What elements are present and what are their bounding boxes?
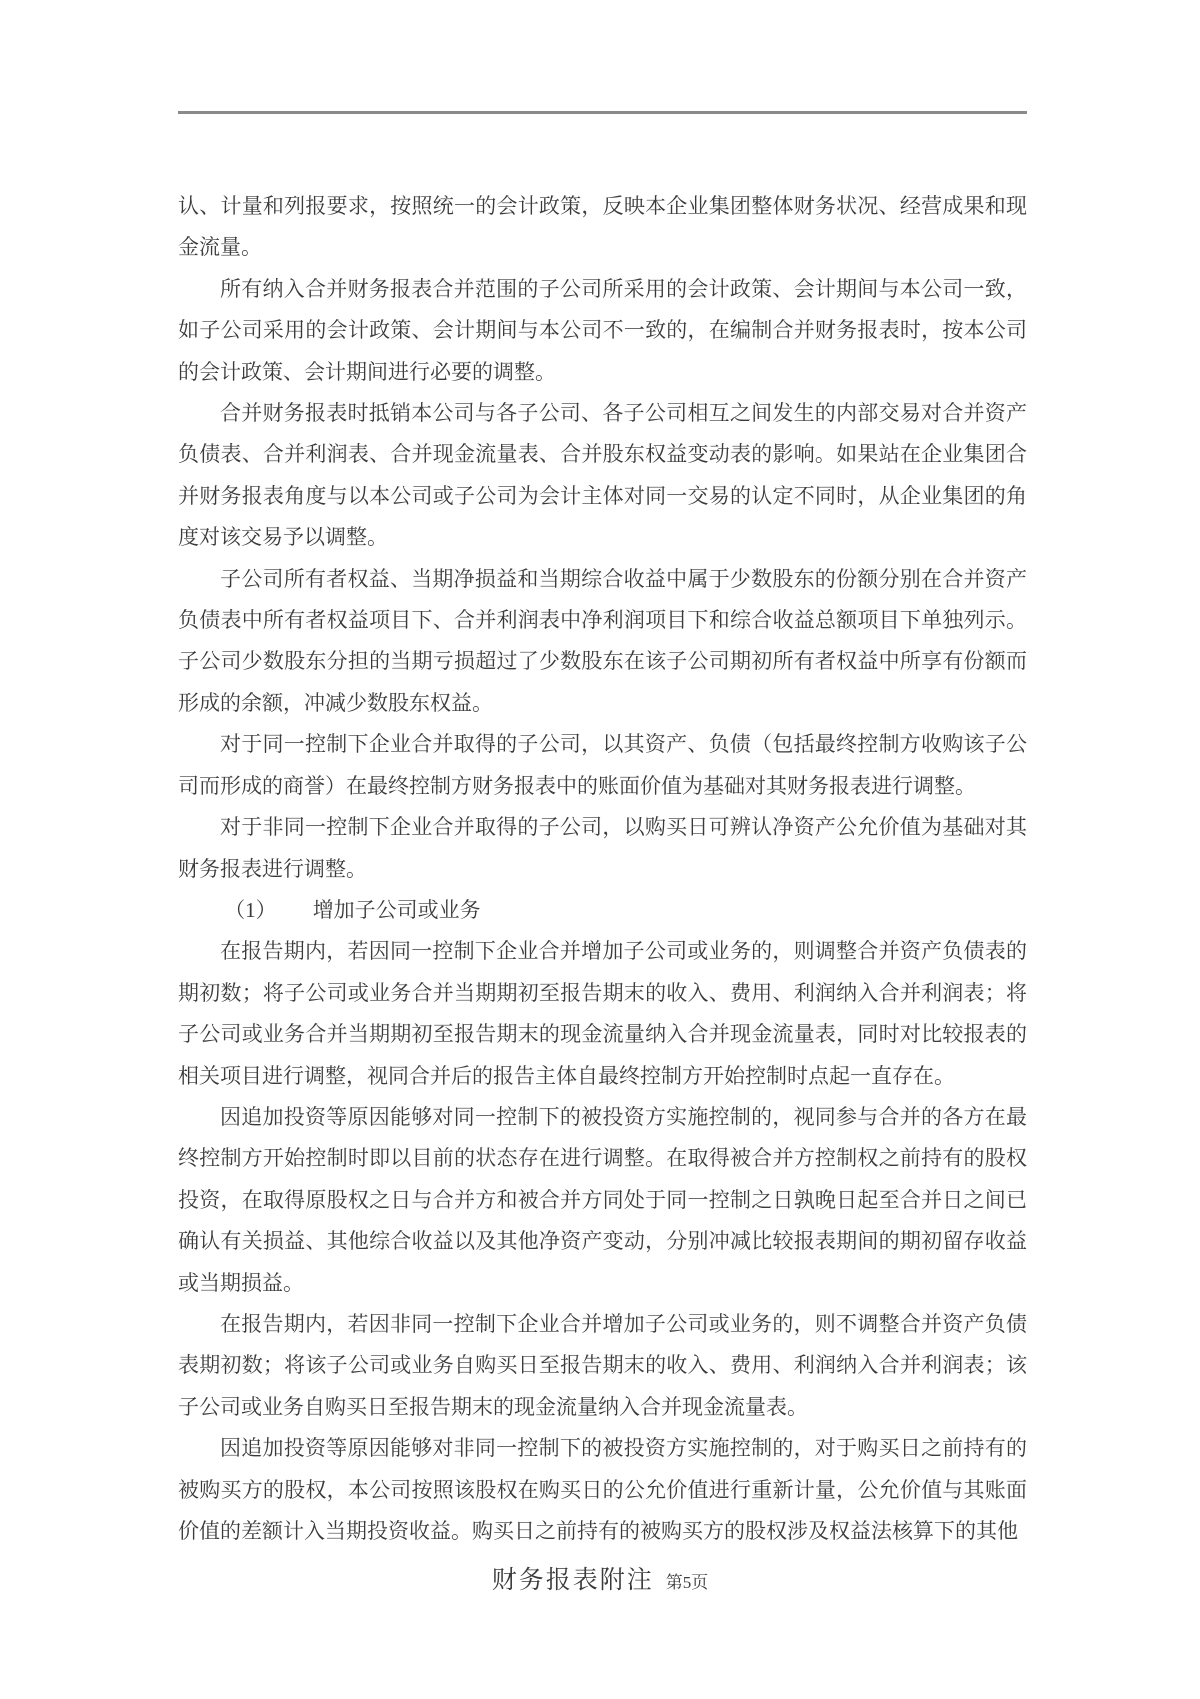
paragraph: 因追加投资等原因能够对非同一控制下的被投资方实施控制的，对于购买日之前持有的被购买方的股权，本公司按照该股权在购买日的公允价值进行重新计量，公允价值与其账面价值的差额计入当期投资收益。购买日之前持有的被购买方的股权涉及权益法核算下的其他 — [178, 1436, 1027, 1543]
document-body — [178, 186, 1027, 1552]
header-rule-divider — [178, 111, 1027, 114]
paragraph: 对于非同一控制下企业合并取得的子公司，以购买日可辨认净资产公允价值为基础对其财务报表进行调整。 — [178, 815, 1027, 881]
paragraph: 合并财务报表时抵销本公司与各子公司、各子公司相互之间发生的内部交易对合并资产负债表、合并利润表、合并现金流量表、合并股东权益变动表的影响。如果站在企业集团合并财务报表角度与以本公司或子公司为会计主体对同一交易的认定不同时，从企业集团的角度对该交易予以调整。 — [178, 401, 1027, 550]
footer-title: 财务报表附注 — [491, 1567, 654, 1594]
list-item-label: （1） — [224, 897, 277, 922]
paragraph: 在报告期内，若因同一控制下企业合并增加子公司或业务的，则调整合并资产负债表的期初数；将子公司或业务合并当期期初至报告期末的收入、费用、利润纳入合并利润表；将子公司或业务合并当期期初至报告期末的现金流量纳入合并现金流量表，同时对比较报表的相关项目进行调整，视同合并后的报告主体自最终控制方开始控制时点起一直存在。 — [178, 939, 1027, 1088]
list-item-title: 增加子公司或业务 — [312, 897, 481, 922]
footer-page-number: 第5页 — [665, 1573, 709, 1592]
paragraph: 所有纳入合并财务报表合并范围的子公司所采用的会计政策、会计期间与本公司一致，如子公司采用的会计政策、会计期间与本公司不一致的，在编制合并财务报表时，按本公司的会计政策、会计期间进行必要的调整。 — [178, 276, 1027, 384]
paragraph: 因追加投资等原因能够对同一控制下的被投资方实施控制的，视同参与合并的各方在最终控制方开始控制时即以目前的状态存在进行调整。在取得被合并方控制权之前持有的股权投资，在取得原股权之日与合并方和被合并方同处于同一控制之日孰晚日起至合并日之间已确认有关损益、其他综合收益以及其他净资产变动，分别冲减比较报表期间的期初留存收益或当期损益。 — [178, 1104, 1027, 1295]
paragraph: 对于同一控制下企业合并取得的子公司，以其资产、负债（包括最终控制方收购该子公司而形成的商誉）在最终控制方财务报表中的账面价值为基础对其财务报表进行调整。 — [178, 732, 1027, 798]
page-footer — [0, 1560, 1200, 1596]
paragraph: 子公司所有者权益、当期净损益和当期综合收益中属于少数股东的份额分别在合并资产负债表中所有者权益项目下、合并利润表中净利润项目下和综合收益总额项目下单独列示。子公司少数股东分担的当期亏损超过了少数股东在该子公司期初所有者权益中所享有份额而形成的余额，冲减少数股东权益。 — [178, 566, 1027, 715]
paragraph: 在报告期内，若因非同一控制下企业合并增加子公司或业务的，则不调整合并资产负债表期初数；将该子公司或业务自购买日至报告期末的收入、费用、利润纳入合并利润表；该子公司或业务自购买日至报告期末的现金流量纳入合并现金流量表。 — [178, 1311, 1027, 1419]
paragraph: 认、计量和列报要求，按照统一的会计政策，反映本企业集团整体财务状况、经营成果和现金流量。 — [178, 194, 1027, 260]
list-item-heading — [178, 890, 1027, 931]
